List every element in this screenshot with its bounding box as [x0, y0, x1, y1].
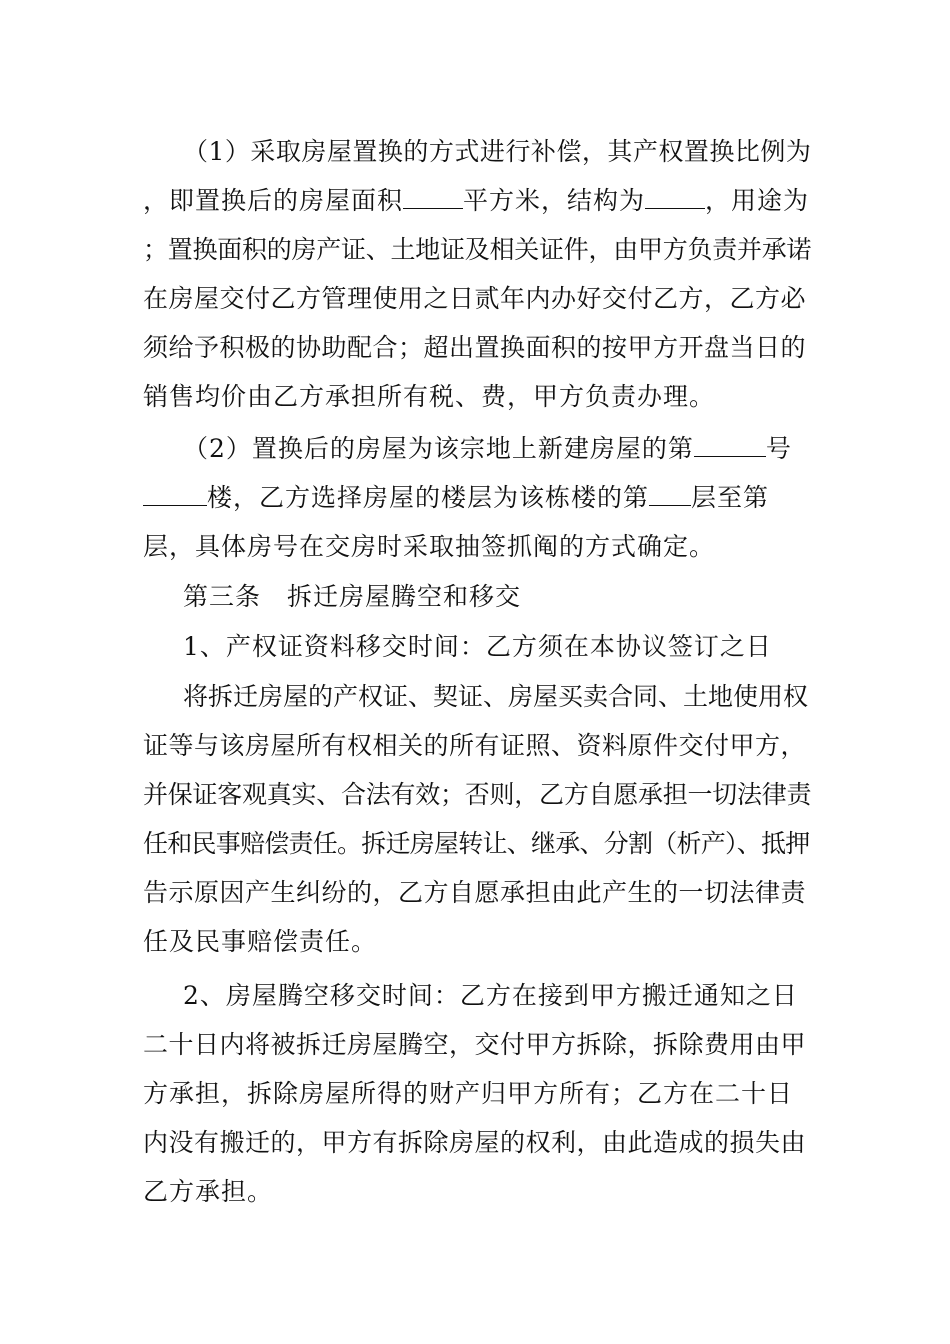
- clause-2-line-2-text-b: 层至第: [691, 483, 770, 512]
- floor-blank: [649, 483, 691, 506]
- item-1-line-6: 告示原因产生纠纷的，乙方自愿承担由此产生的一切法律责: [143, 878, 807, 907]
- clause-2-line-3: 层，具体房号在交房时采取抽签抓阄的方式确定。: [143, 532, 716, 561]
- item-2-line-1: 2、房屋腾空移交时间：乙方在接到甲方搬迁通知之日: [183, 981, 798, 1010]
- article-3-heading: 第三条 拆迁房屋腾空和移交: [183, 582, 522, 611]
- clause-1-line-3: ；置换面积的房产证、土地证及相关证件，由甲方负责并承诺: [143, 235, 812, 264]
- item-1-line-3: 证等与该房屋所有权相关的所有证照、资料原件交付甲方，: [143, 731, 807, 760]
- clause-2-line-2: [143, 483, 769, 513]
- area-blank: [403, 186, 463, 209]
- building-blank: [143, 483, 207, 506]
- item-2-line-3: 方承担，拆除房屋所得的财产归甲方所有；乙方在二十日: [143, 1079, 794, 1108]
- clause-2-line-2-text-a: 楼，乙方选择房屋的楼层为该栋楼的第: [207, 483, 650, 512]
- clause-1-line-2-text-c: ，用途为: [705, 186, 810, 215]
- item-2-line-2: 二十日内将被拆迁房屋腾空，交付甲方拆除，拆除费用由甲: [143, 1030, 807, 1059]
- item-1-line-4: 并保证客观真实、合法有效；否则，乙方自愿承担一切法律责: [143, 780, 812, 809]
- clause-2-line-1: [183, 434, 792, 464]
- clause-2-line-1-text-a: （2）置换后的房屋为该宗地上新建房屋的第: [183, 434, 694, 463]
- clause-1-line-2: [143, 186, 809, 216]
- item-1-line-7: 任及民事赔偿责任。: [143, 927, 378, 956]
- item-1-line-1: 1、产权证资料移交时间：乙方须在本协议签订之日: [183, 632, 772, 661]
- clause-1-line-2-text-b: 平方米，结构为: [463, 186, 646, 215]
- clause-1-line-5: 须给予积极的协助配合；超出置换面积的按甲方开盘当日的: [143, 333, 807, 362]
- clause-1-line-2-text-a: ，即置换后的房屋面积: [143, 186, 404, 215]
- item-2-line-4: 内没有搬迁的，甲方有拆除房屋的权利，由此造成的损失由: [143, 1128, 807, 1157]
- item-1-line-2: 将拆迁房屋的产权证、契证、房屋买卖合同、土地使用权: [183, 682, 809, 711]
- clause-1-line-1: （1）采取房屋置换的方式进行补偿，其产权置换比例为: [183, 137, 812, 166]
- clause-2-line-1-text-b: 号: [765, 434, 792, 463]
- clause-1-line-6: 销售均价由乙方承担所有税、费，甲方负责办理。: [143, 382, 716, 411]
- structure-blank: [645, 186, 705, 209]
- clause-1-line-4: 在房屋交付乙方管理使用之日贰年内办好交付乙方，乙方必: [143, 284, 807, 313]
- building-number-blank: [694, 434, 766, 457]
- item-1-line-5: 任和民事赔偿责任。拆迁房屋转让、继承、分割（析产）、抵押: [143, 829, 810, 858]
- item-2-line-5: 乙方承担。: [143, 1177, 274, 1206]
